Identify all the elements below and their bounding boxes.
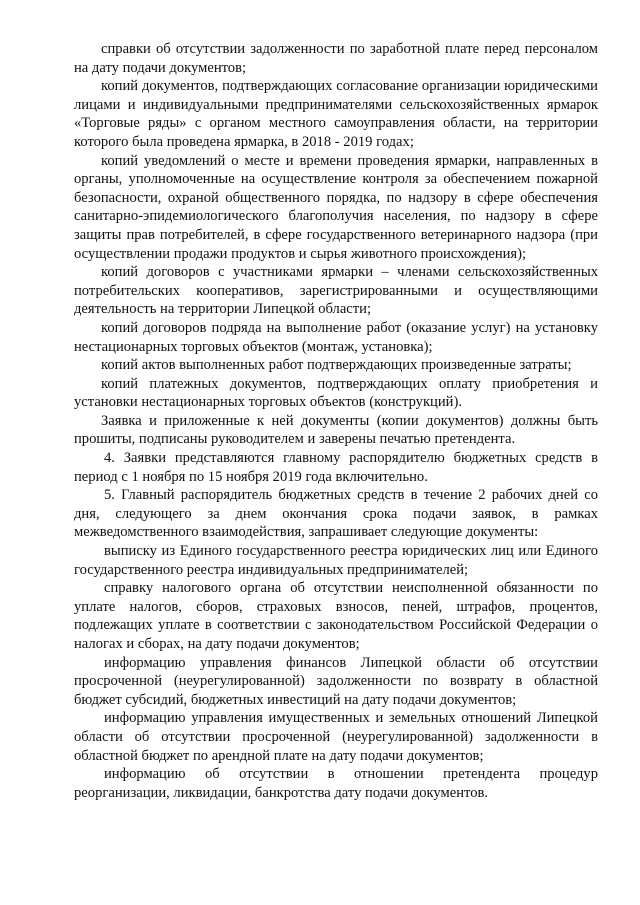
paragraph-reorganization-info: информацию об отсутствии в отношении претендента процедур реорганизации, ликвидации, банкротства дату подачи документов. xyxy=(74,766,598,801)
paragraph-salary-debt-certificate: справки об отсутствии задолженности по заработной плате перед персоналом на дату подачи документов; xyxy=(74,41,598,76)
paragraph-finance-info: информацию управления финансов Липецкой области об отсутствии просроченной (неурегулированной) задолженности по возврату в областной бюджет субсидий, бюджетных инвестиций на дату подачи документов; xyxy=(74,654,598,708)
paragraph-property-info: информацию управления имущественных и земельных отношений Липецкой области об отсутствии просроченной (неурегулированной) задолженности в областной бюджет по арендной плате на дату подачи документов; xyxy=(74,710,598,764)
document-page xyxy=(74,40,598,802)
paragraph-registry-extract: выписку из Единого государственного реестра юридических лиц или Единого государственного реестра индивидуальных предпринимателей; xyxy=(74,543,598,578)
paragraph-application-binding: Заявка и приложенные к ней документы (копии документов) должны быть прошиты, подписаны руководителем и заверены печатью претендента. xyxy=(74,412,598,448)
paragraph-fair-notifications: копий уведомлений о месте и времени проведения ярмарки, направленных в органы, уполномоченные на осуществление контроля за обеспечением пожарной безопасности, охраной общественного порядка, по надзору в сфере обеспечения санитарно-эпидемиологического благополучия населения, по надзору в сфере защиты прав потребителей, в сфере государственного ветеринарного надзора (при осуществлении продажи продуктов и сырья животного происхождения); xyxy=(74,152,598,262)
paragraph-tax-certificate: справку налогового органа об отсутствии неисполненной обязанности по уплате налогов, сборов, страховых взносов, пеней, штрафов, процентов, подлежащих уплате в соответствии с законодательством Российской Федерации о налогах и сборах, на дату подачи документов; xyxy=(74,580,598,652)
paragraph-construction-contracts: копий договоров подряда на выполнение работ (оказание услуг) на установку нестационарных торговых объектов (монтаж, установка); xyxy=(74,319,598,355)
paragraph-payment-documents: копий платежных документов, подтверждающих оплату приобретения и установки нестационарных торговых объектов (конструкций). xyxy=(74,375,598,411)
paragraph-fair-approval-copies: копий документов, подтверждающих согласование организации юридическими лицами и индивидуальными предпринимателями сельскохозяйственных ярмарок «Торговые ряды» с органом местного самоуправления области, на территории которого была проведена ярмарка, в 2018 - 2019 годах; xyxy=(74,78,598,150)
paragraph-work-acts: копий актов выполненных работ подтверждающих произведенные затраты; xyxy=(101,357,572,374)
paragraph-participant-contracts: копий договоров с участниками ярмарки – членами сельскохозяйственных потребительских кооперативов, зарегистрированными и осуществляющими деятельность на территории Липецкой области; xyxy=(74,264,598,318)
paragraph-item-4: 4. Заявки представляются главному распорядителю бюджетных средств в период с 1 ноября по 15 ноября 2019 года включительно. xyxy=(74,450,598,485)
paragraph-item-5: 5. Главный распорядитель бюджетных средств в течение 2 рабочих дней со дня, следующего за днем окончания срока подачи заявок, в рамках межведомственного взаимодействия, запрашивает следующие документы: xyxy=(74,487,598,541)
